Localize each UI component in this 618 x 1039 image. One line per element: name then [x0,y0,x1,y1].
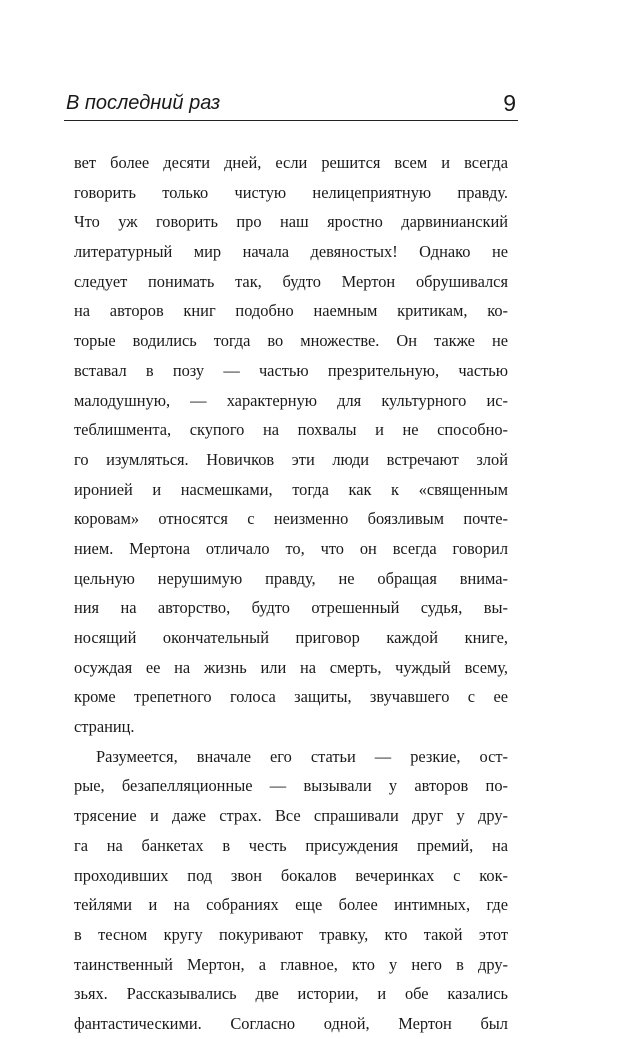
body-text [74,148,508,1039]
text-line: га на банкетах в честь присуждения премий, на [74,835,508,855]
text-line: ния на авторство, будто отрешенный судья, вы- [74,598,508,618]
text-line: таинственный Мертон, а главное, кто у него в дру- [74,954,508,974]
page-number: 9 [503,90,516,116]
text-line: говорить только чистую нелицеприятную правду. [74,182,508,202]
text-line: нием. Мертона отличало то, что он всегда говорил [74,538,508,558]
text-line: носящий окончательный приговор каждой книге, [74,628,508,647]
text-line: в тесном кругу покуривают травку, кто такой этот [74,924,508,944]
text-line: вет более десяти дней, если решится всем и всегда [74,153,508,172]
text-line: Что уж говорить про наш яростно дарвинианский [74,212,508,232]
text-line: осуждая ее на жизнь или на смерть, чуждый всему, [74,657,508,677]
text-line: теблишмента, скупого на похвалы и не способно- [74,420,508,440]
text-line: тейлями и на собраниях еще более интимных, где [74,895,508,915]
text-line: торые водились тогда во множестве. Он также не [74,331,508,351]
text-line: проходивших под звон бокалов вечеринках с кок- [74,865,508,885]
running-title: В последний раз [66,92,221,114]
text-line: фантастическими. Согласно одной, Мертон был [74,1013,508,1033]
text-line: вставал в позу — частью презрительную, частью [74,360,508,380]
text-line: следует понимать так, будто Мертон обрушивался [74,271,508,291]
text-line: иронией и насмешками, тогда как к «священным [74,479,508,499]
text-line: на авторов книг подобно наемным критикам, ко- [74,301,508,321]
text-line: кроме трепетного голоса защиты, звучавшего с ее [74,687,508,707]
running-head [64,86,518,121]
text-line: трясение и даже страх. Все спрашивали друг у дру- [74,806,508,826]
text-line: цельную нерушимую правду, не обращая внима- [74,568,508,588]
text-line: рые, безапелляционные — вызывали у авторов по- [74,776,508,796]
text-line: зьях. Рассказывались две истории, и обе казались [74,984,508,1004]
paragraph-last-line: страниц. [74,717,135,737]
text-line: литературный мир начала девяностых! Однако не [74,242,508,262]
text-line: го изумляться. Новичков эти люди встречают злой [74,449,508,469]
paragraph-first-line: Разумеется, вначале его статьи — резкие, ост- [96,746,508,766]
text-line: малодушную, — характерную для культурного ис- [74,390,508,410]
text-line: коровам» относятся с неизменно боязливым почте- [74,509,508,529]
